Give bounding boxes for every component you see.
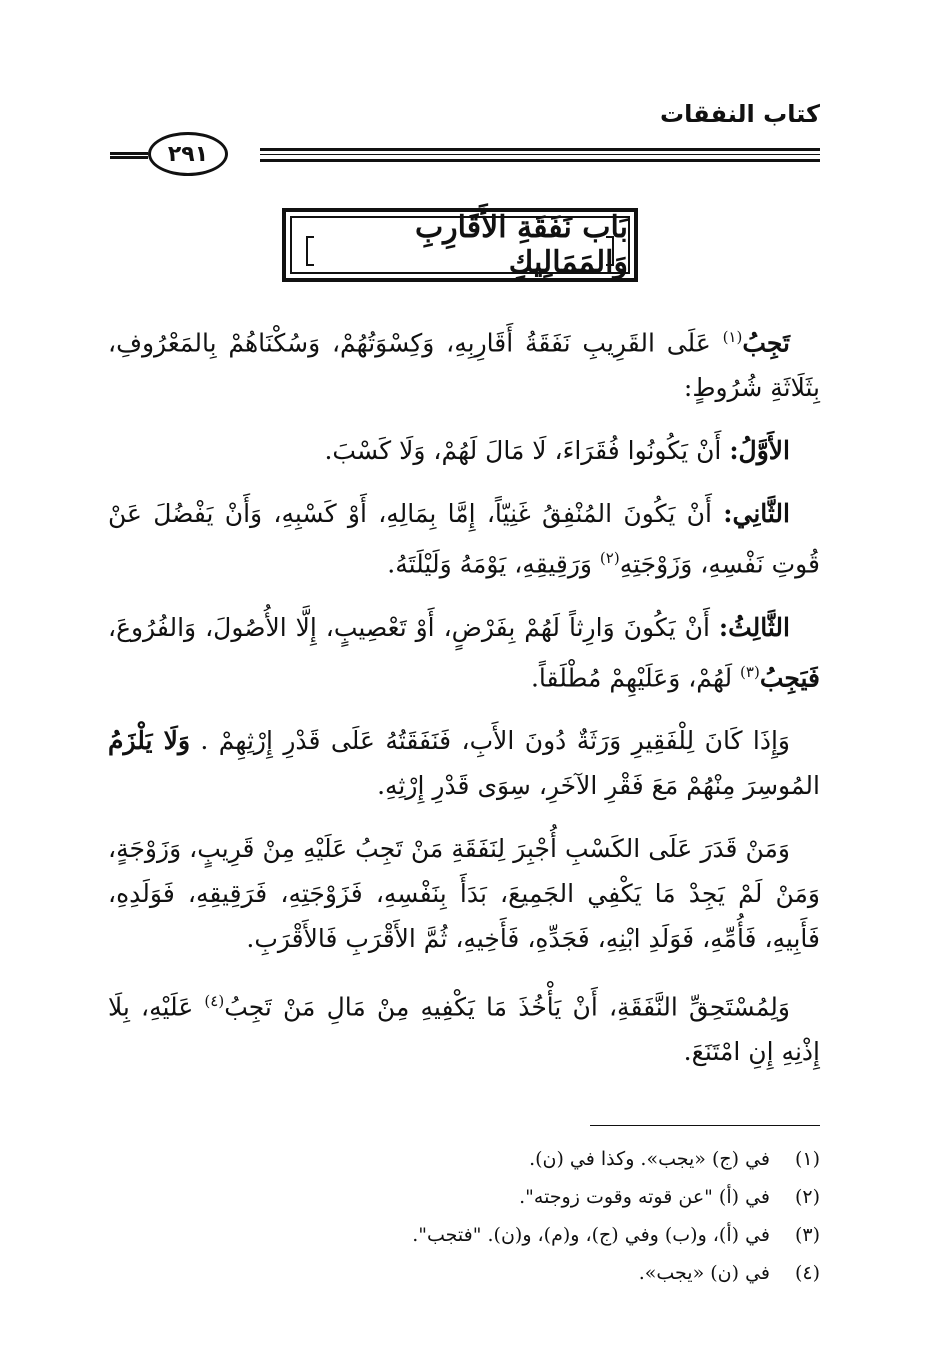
paragraph-2 [108, 428, 820, 473]
lead-word: وَلَا يَلْزَمُ [108, 725, 191, 755]
lead-word: الثَّالِثُ: [718, 612, 790, 642]
footnote-divider [590, 1125, 820, 1126]
footnote [108, 1140, 820, 1178]
lead-word: فَيَجِبُ [759, 662, 820, 692]
paragraph-text: لَهُمْ، وَعَلَيْهِمْ مُطْلَقاً. [530, 662, 741, 692]
footnote-number: (٣) [794, 1224, 820, 1246]
header-left-rule [110, 152, 148, 159]
paragraph-7 [108, 979, 820, 1074]
footnote-ref: (٢) [599, 549, 620, 568]
footnote-ref: (٣) [740, 662, 760, 681]
paragraph-text: وَإِذَا كَانَ لِلْفَقِيرِ وَرَثَةٌ دُونَ الأَبِ، فَنَفَقَتُهُ عَلَى قَدْرِ إِرْثِهِمْ . [190, 725, 790, 755]
footnotes [108, 1140, 820, 1292]
footnote-text: في (ن) «يجب». [638, 1262, 770, 1284]
paragraph-text: المُوسِرَ مِنْهُمْ مَعَ فَقْرِ الآخَرِ، سِوَى قَدْرِ إِرْثِهِ. [377, 770, 820, 800]
paragraph-text: عَلَى القَرِيبِ نَفَقَةُ أَقَارِبِهِ، وَكِسْوَتُهُمْ، وَسُكْنَاهُمْ بِالمَعْرُوفِ، بِثَلَاثَةِ شُرُوطٍ: [108, 328, 820, 403]
header-rule [260, 148, 820, 162]
book-title: كتاب النفقات [660, 100, 820, 128]
paragraph-5 [108, 718, 820, 808]
footnote-number: (١) [794, 1148, 820, 1170]
footnote-text: في (أ) "عن قوته وقوت زوجته". [519, 1186, 770, 1208]
chapter-title-frame [282, 208, 638, 282]
paragraph-1 [108, 315, 820, 410]
footnote-ref: (١) [722, 328, 743, 346]
paragraph-text: عَلَيْهِ، بِلَا إِذْنِهِ إِنِ امْتَنَعَ. [108, 992, 820, 1067]
footnote-number: (٢) [794, 1186, 820, 1208]
chapter-title: بَاب نَفَقَةِ الأَقَارِبِ وَالمَمَالِيكِ [290, 216, 630, 274]
lead-word: الثَّانِي: [723, 499, 790, 529]
footnote [108, 1178, 820, 1216]
main-text [108, 315, 820, 1092]
lead-word: تَجِبُ [742, 328, 790, 358]
paragraph-text: وَمَنْ قَدَرَ عَلَى الكَسْبِ أُجْبِرَ لِنَفَقَةِ مَنْ تَجِبُ عَلَيْهِ مِنْ قَرِيبٍ، وَزَوْجَةٍ، وَمَنْ لَمْ يَجِدْ مَا يَكْفِي الجَمِيعَ، بَدَأَ بِنَفْسِهِ، فَزَوْجَتِهِ، فَرَقِيقِهِ، فَوَلَدِهِ، فَأَبِيهِ، فَأُمِّهِ، فَوَلَدِ ابْنِهِ، فَجَدِّهِ، فَأَخِيهِ، ثُمَّ الأَقْرَبِ فَالأَقْرَبِ. [108, 833, 820, 953]
footnote-text: في (ج) «يجب». وكذا في (ن). [529, 1148, 770, 1170]
paragraph-text: وَلِمُسْتَحِقِّ النَّفَقَةِ، أَنْ يَأْخُذَ مَا يَكْفِيهِ مِنْ مَالِ مَنْ تَجِبُ [224, 992, 790, 1022]
paragraph-text: أَنْ يَكُونَ المُنْفِقُ غَنِيّاً، إِمَّا بِمَالِهِ، أَوْ كَسْبِهِ، وَأَنْ يَفْضُلَ عَنْ قُوتِ نَفْسِهِ، وَزَوْجَتِهِ [108, 499, 820, 579]
paragraph-text: وَرَقِيقِهِ، يَوْمَهُ وَلَيْلَتَهُ. [387, 549, 600, 579]
lead-word: الأَوَّلُ: [729, 436, 790, 466]
paragraph-3 [108, 491, 820, 586]
footnote [108, 1254, 820, 1292]
paragraph-text: أَنْ يَكُونَ وَارِثاً لَهُمْ بِفَرْضٍ، أَوْ تَعْصِيبٍ، إِلَّا الأُصُولَ، وَالفُرُوعَ، [108, 612, 719, 642]
paragraph-4 [108, 605, 820, 700]
footnote-ref: (٤) [204, 991, 225, 1010]
page-number: ٢٩١ [148, 132, 228, 176]
footnote [108, 1216, 820, 1254]
footnote-text: في (أ)، و(ب) وفي (ج)، و(م)، و(ن). "فتجب". [412, 1224, 770, 1246]
paragraph-text: أَنْ يَكُونُوا فُقَرَاءَ، لَا مَالَ لَهُمْ، وَلَا كَسْبَ. [324, 436, 730, 466]
footnote-number: (٤) [794, 1262, 820, 1284]
paragraph-6 [108, 826, 820, 961]
